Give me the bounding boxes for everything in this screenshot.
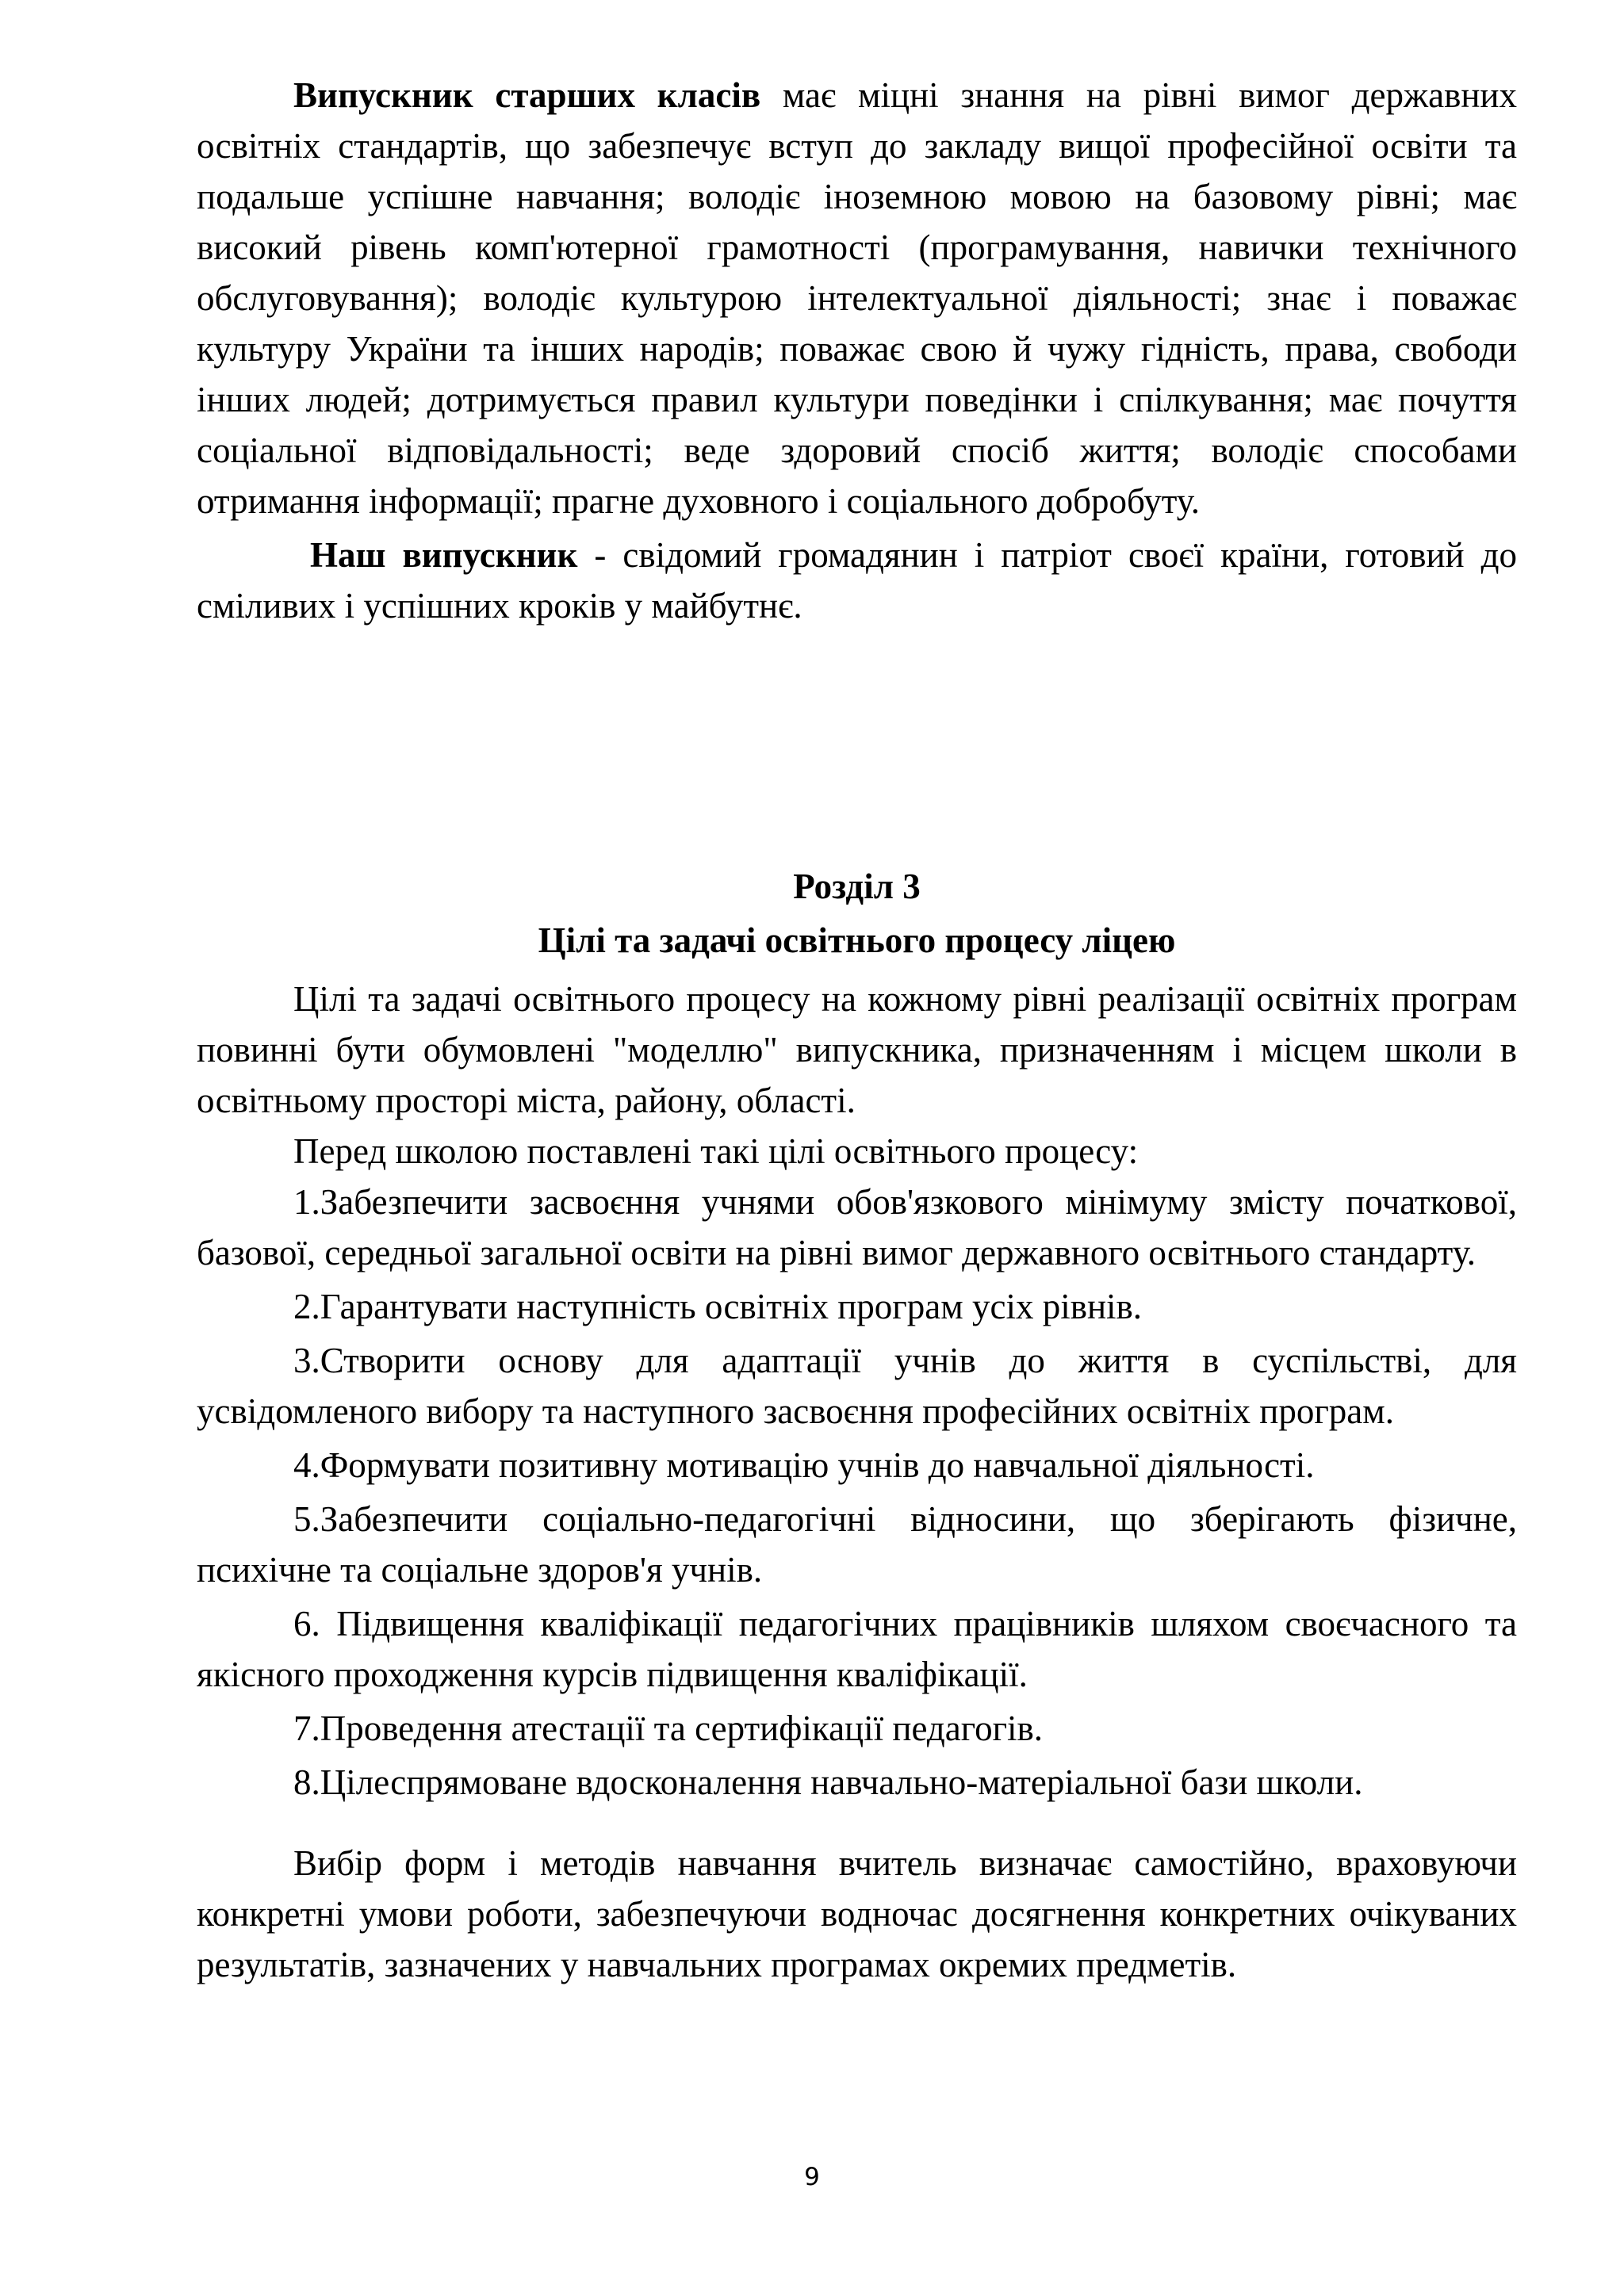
goal-item: 4.Формувати позитивну мотивацію учнів до навчальної діяльності. — [293, 1445, 1315, 1485]
goal-item: 2.Гарантувати наступність освітніх програм усіх рівнів. — [293, 1287, 1143, 1326]
goal-item: 5.Забезпечити соціально-педагогічні відносини, що зберігають фізичне, психічне та соціальне здоров'я учнів. — [197, 1499, 1517, 1590]
section-title: Цілі та задачі освітнього процесу ліцею — [538, 920, 1176, 960]
page-content — [197, 70, 1517, 1990]
section-number: Розділ 3 — [793, 867, 921, 906]
our-graduate-description: - свідомий громадянин і патріот своєї країни, готовий до сміливих і успішних кроків у майбутнє. — [197, 535, 1517, 626]
goal-item: 1.Забезпечити засвоєння учнями обов'язкового мінімуму змісту початкової, базової, середньої загальної освіти на рівні вимог державного освітнього стандарту. — [197, 1182, 1517, 1272]
closing-paragraph: Вибір форм і методів навчання вчитель визначає самостійно, враховуючи конкретні умови роботи, забезпечуючи водночас досягнення конкретних очікуваних результатів, зазначених у навчальних програмах окремих предметів. — [197, 1843, 1517, 1984]
our-graduate-term: Наш випускник — [309, 535, 578, 575]
graduate-description: має міцні знання на рівні вимог державних освітніх стандартів, що забезпечує вступ до закладу вищої професійної освіти та подальше успішне навчання; володіє іноземною мовою на базовому рівні; має високий рівень комп'ютерної грамотності (програмування, навички технічного обслуговування); володіє культурою інтелектуальної діяльності; знає і поважає культуру України та інших народів; поважає свою й чужу гідність, права, свободи інших людей; дотримується правил культури поведінки і спілкування; має почуття соціальної відповідальності; веде здоровий спосіб життя; володіє способами отримання інформації; прагне духовного і соціального добробуту. — [197, 75, 1517, 521]
our-graduate-paragraph — [197, 530, 1517, 631]
goal-item: 7.Проведення атестації та сертифікації педагогів. — [293, 1709, 1044, 1748]
page-number: 9 — [804, 2163, 820, 2191]
section-intro-paragraph: Цілі та задачі освітнього процесу на кожному рівні реалізації освітніх програм повинні бути обумовлені "моделлю" випускника, призначенням і місцем школи в освітньому просторі міста, району, області. — [197, 979, 1517, 1120]
goal-item: 8.Цілеспрямоване вдосконалення навчально-матеріальної бази школи. — [293, 1762, 1363, 1802]
goal-item: 3.Створити основу для адаптації учнів до життя в суспільстві, для усвідомленого вибору та наступного засвоєння професійних освітніх програм. — [197, 1341, 1517, 1431]
graduate-paragraph — [197, 70, 1517, 526]
goals-lead: Перед школою поставлені такі цілі освітнього процесу: — [293, 1131, 1139, 1171]
goal-item: 6. Підвищення кваліфікації педагогічних працівників шляхом своєчасного та якісного проходження курсів підвищення кваліфікації. — [197, 1604, 1517, 1694]
graduate-term: Випускник старших класів — [293, 75, 761, 115]
